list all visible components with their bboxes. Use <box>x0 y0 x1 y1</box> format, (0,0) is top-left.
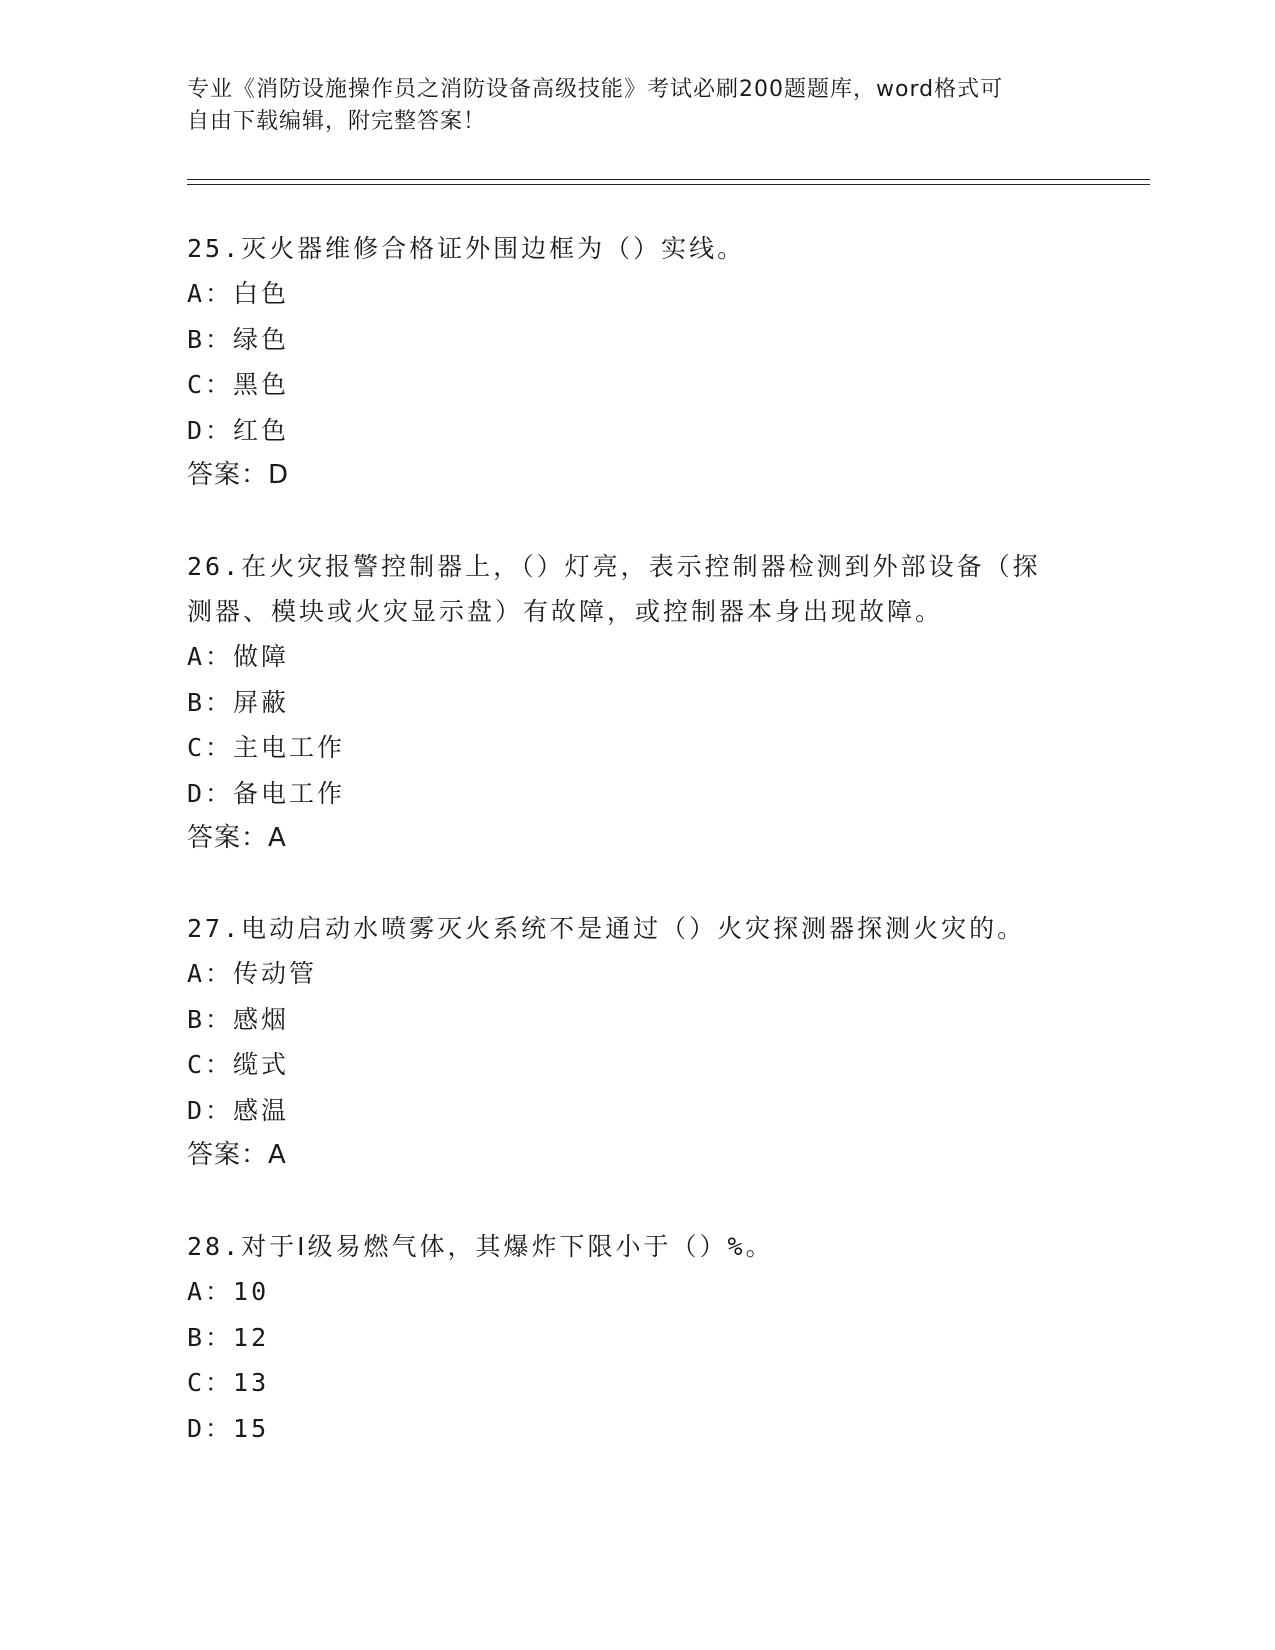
option-a: A：传动管 <box>187 959 318 988</box>
option-c: C：13 <box>187 1368 270 1397</box>
option-d: D：15 <box>187 1413 270 1443</box>
question-stem: 28.对于Ⅰ级易燃气体，其爆炸下限小于（）%。 <box>187 1232 774 1261</box>
question-28 <box>187 1224 1087 1451</box>
option-b: B：12 <box>187 1322 270 1352</box>
question-26 <box>187 544 1087 861</box>
option-a: A：10 <box>187 1277 270 1306</box>
answer-line: 答案：D <box>187 460 290 490</box>
header-line-2: 自由下载编辑，附完整答案！ <box>187 109 487 134</box>
option-d: D：红色 <box>187 415 290 445</box>
answer-line: 答案：A <box>187 823 287 853</box>
header-divider-bottom <box>187 184 1150 185</box>
question-27 <box>187 906 1087 1178</box>
answer-line: 答案：A <box>187 1140 287 1170</box>
option-c: C：黑色 <box>187 370 290 399</box>
option-a: A：做障 <box>187 642 290 671</box>
question-stem: 27.电动启动水喷雾灭火系统不是通过（）火灾探测器探测火灾的。 <box>187 914 1026 943</box>
option-d: D：感温 <box>187 1095 290 1125</box>
document-header <box>187 74 1087 138</box>
question-stem: 25.灭火器维修合格证外围边框为（）实线。 <box>187 234 746 263</box>
option-b: B：屏蔽 <box>187 687 290 717</box>
option-c: C：主电工作 <box>187 733 346 762</box>
header-line-1: 专业《消防设施操作员之消防设备高级技能》考试必刷200题题库，word格式可 <box>187 77 1004 102</box>
option-d: D：备电工作 <box>187 778 346 808</box>
question-stem-line-1: 26.在火灾报警控制器上，（）灯亮，表示控制器检测到外部设备（探 <box>187 552 1041 581</box>
option-b: B：感烟 <box>187 1004 290 1034</box>
header-divider-top <box>187 179 1150 180</box>
option-b: B：绿色 <box>187 324 290 354</box>
question-stem-line-2: 测器、模块或火灾显示盘）有故障，或控制器本身出现故障。 <box>187 597 944 626</box>
option-a: A：白色 <box>187 279 290 308</box>
option-c: C：缆式 <box>187 1050 290 1079</box>
question-25 <box>187 226 1087 498</box>
